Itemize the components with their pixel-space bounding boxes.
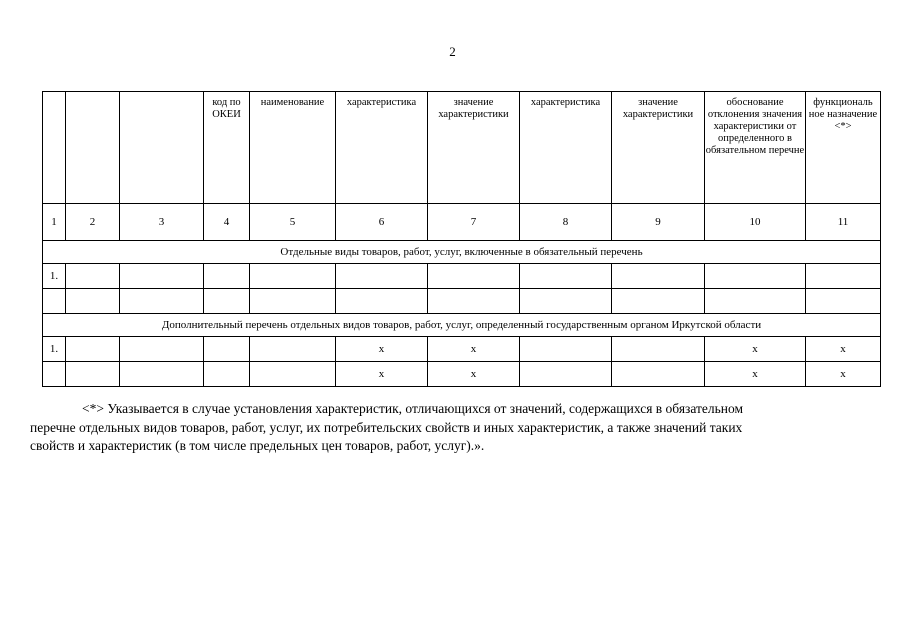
table-cell: [806, 289, 881, 314]
column-number: 11: [806, 204, 881, 241]
characteristics-table: [42, 91, 881, 387]
table-cell: x: [705, 362, 806, 387]
table-cell: [428, 264, 520, 289]
table-cell: [204, 337, 250, 362]
section-row: [43, 314, 881, 337]
table-cell: [428, 289, 520, 314]
footnote-line: перечне отдельных видов товаров, работ, услуг, их потребительских свойств и иных характеристик, а также значений таких: [30, 419, 743, 435]
header-cell-functional-purpose: функциональ ное назначение <*>: [806, 92, 881, 204]
table-cell: x: [336, 337, 428, 362]
column-number: 2: [66, 204, 120, 241]
table-cell: [520, 289, 612, 314]
table-row: [43, 362, 881, 387]
table-cell: [250, 289, 336, 314]
table-cell: [43, 362, 66, 387]
table-cell: [66, 264, 120, 289]
table-cell: [43, 289, 66, 314]
table-cell: [250, 362, 336, 387]
header-cell-characteristic-value: значение характеристики: [612, 92, 705, 204]
column-number: 4: [204, 204, 250, 241]
table-cell: [806, 264, 881, 289]
table-cell: [612, 362, 705, 387]
column-number-row: [43, 204, 881, 241]
table-cell: [705, 264, 806, 289]
section-title-mandatory-list: Отдельные виды товаров, работ, услуг, включенные в обязательный перечень: [43, 241, 881, 264]
header-cell-characteristic: характеристика: [520, 92, 612, 204]
column-number: 5: [250, 204, 336, 241]
table-cell: [120, 289, 204, 314]
table-cell: 1.: [43, 337, 66, 362]
table-cell: [520, 337, 612, 362]
table-cell: [66, 337, 120, 362]
section-title-additional-list: Дополнительный перечень отдельных видов товаров, работ, услуг, определенный государственным органом Иркутской области: [43, 314, 881, 337]
table-cell: [120, 337, 204, 362]
table-cell: 1.: [43, 264, 66, 289]
footnote: [30, 400, 870, 456]
header-row: [43, 92, 881, 204]
table-cell: [66, 289, 120, 314]
table-cell: x: [428, 337, 520, 362]
page-number: 2: [449, 44, 456, 59]
table-cell: x: [806, 337, 881, 362]
header-cell-characteristic-value: значение характеристики: [428, 92, 520, 204]
table-cell: [612, 264, 705, 289]
table-cell: [612, 337, 705, 362]
column-number: 10: [705, 204, 806, 241]
header-cell-okei-code: код по ОКЕИ: [204, 92, 250, 204]
table-cell: [66, 362, 120, 387]
header-cell-characteristic: характеристика: [336, 92, 428, 204]
table-row: [43, 264, 881, 289]
table-cell: [705, 289, 806, 314]
table-cell: x: [336, 362, 428, 387]
table-cell: [204, 289, 250, 314]
table-cell: [336, 264, 428, 289]
table-row: [43, 337, 881, 362]
header-cell-deviation-justification: обоснование отклонения значения характеристики от определенного в обязательном перечне: [705, 92, 806, 204]
table-cell: [250, 264, 336, 289]
table-cell: x: [428, 362, 520, 387]
column-number: 3: [120, 204, 204, 241]
table-cell: x: [705, 337, 806, 362]
table-cell: [520, 264, 612, 289]
column-number: 6: [336, 204, 428, 241]
column-number: 7: [428, 204, 520, 241]
table-row: [43, 289, 881, 314]
header-cell: [120, 92, 204, 204]
table-cell: [204, 362, 250, 387]
column-number: 1: [43, 204, 66, 241]
table-cell: x: [806, 362, 881, 387]
table-cell: [204, 264, 250, 289]
section-row: [43, 241, 881, 264]
header-cell: [43, 92, 66, 204]
column-number: 8: [520, 204, 612, 241]
footnote-line: свойств и характеристик (в том числе предельных цен товаров, работ, услуг).».: [30, 438, 485, 453]
table-cell: [120, 362, 204, 387]
footnote-line: <*> Указывается в случае установления характеристик, отличающихся от значений, содержащихся в обязательном: [82, 401, 744, 416]
table-cell: [250, 337, 336, 362]
header-cell: [66, 92, 120, 204]
column-number: 9: [612, 204, 705, 241]
table-cell: [520, 362, 612, 387]
header-cell-name: наименование: [250, 92, 336, 204]
table-cell: [120, 264, 204, 289]
table-cell: [612, 289, 705, 314]
table-cell: [336, 289, 428, 314]
